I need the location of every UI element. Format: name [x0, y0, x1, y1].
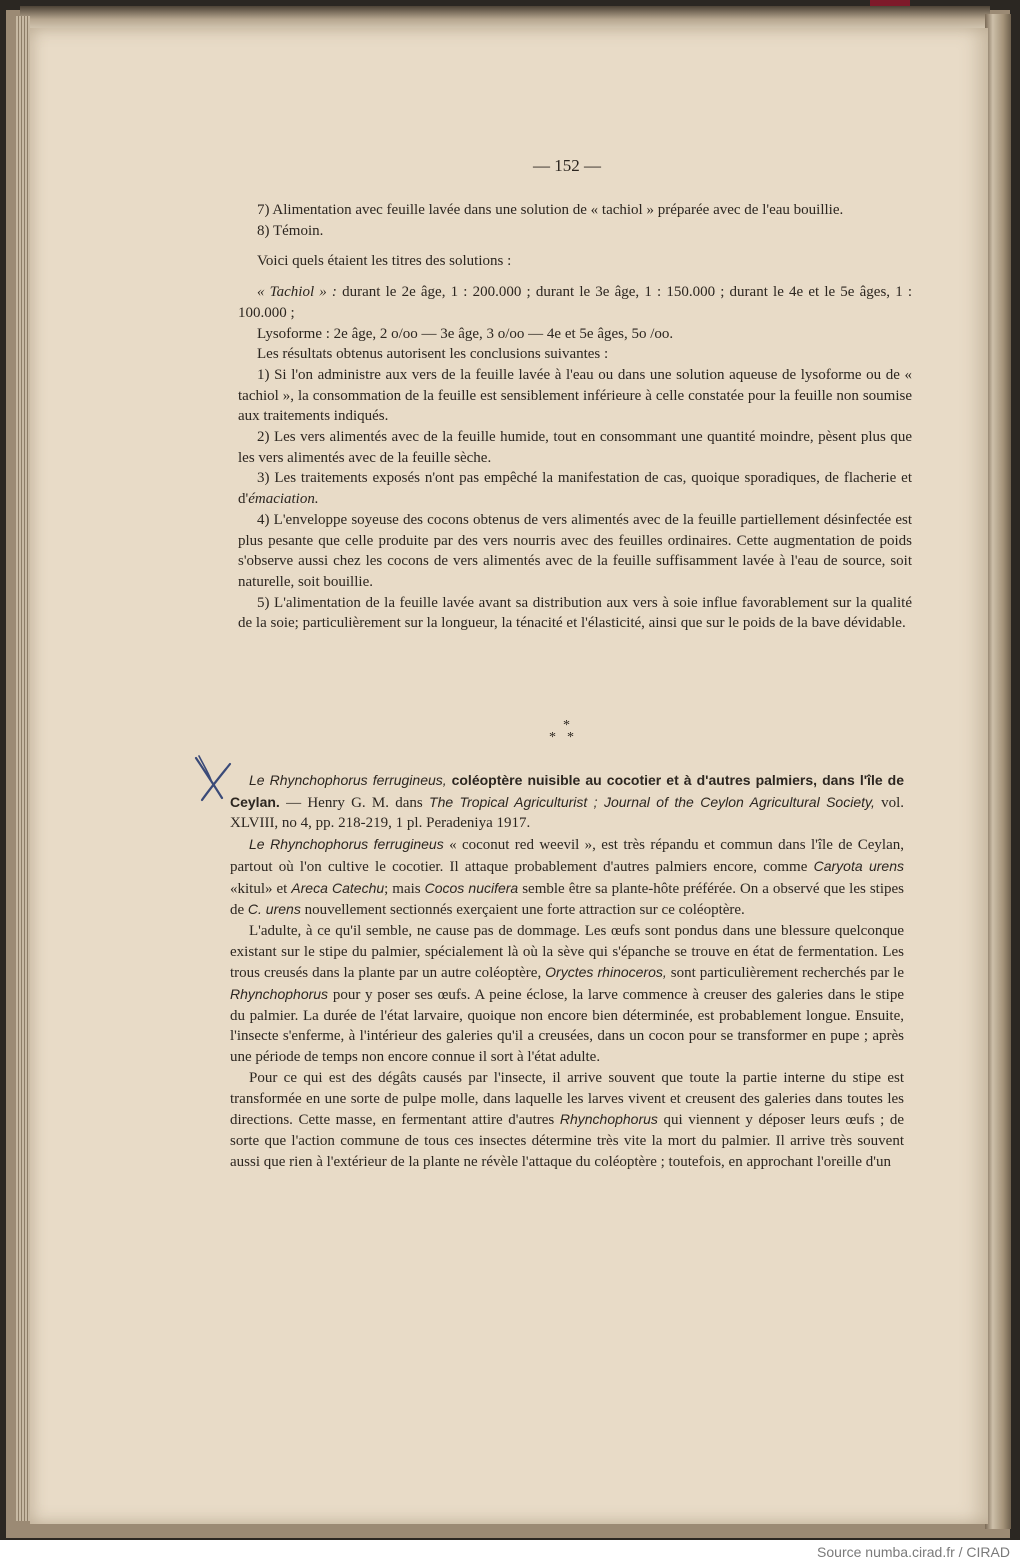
species-name: Rhynchophorus: [559, 1111, 658, 1128]
book-spine-edge: [985, 14, 1011, 1529]
species-name: Le Rhynchophorus ferrugineus: [249, 836, 444, 853]
article-paragraph-1: [230, 834, 904, 921]
conclusion-2: 2) Les vers alimentés avec de la feuille humide, tout en consommant une quantité moindre, pèsent plus que les vers alimentés avec de la feuille sèche.: [238, 429, 912, 466]
article-ref-journal: The Tropical Agriculturist ; Journal of the Ceylon Agricultural Society,: [429, 793, 875, 810]
text-run: Pour ce qui est des dégâts causés par l'insecte, il arrive souvent que toute la partie interne du stipe est transformée en une sorte de pulpe molle, dans laquelle les larves vivent et creusent des galeries dans toutes les directions. Cette masse, en fermentant attire d'autres: [230, 1069, 904, 1129]
tachiol-text: durant le 2e âge, 1 : 200.000 ; durant le 3e âge, 1 : 150.000 ; durant le 4e et le 5e âges, 1 : 100.000 ;: [238, 284, 913, 321]
article-rhynchophorus: [230, 770, 904, 1172]
text-run: ; mais: [384, 880, 421, 897]
titres-intro: Voici quels étaient les titres des solutions :: [257, 253, 512, 270]
article-paragraph-2: [230, 921, 904, 1068]
conclusion-1: 1) Si l'on administre aux vers de la feuille lavée à l'eau ou dans une solution aqueuse de lysoforme ou de « tachiol », la consommation de la feuille est sensiblement inférieure à celle constatée pour la feuille non soumise aux traitements indiqués.: [238, 366, 912, 425]
text-run: qui viennent y déposer leurs œufs ; de sorte que l'action commune de tous ces insectes détermine très vite la mort du palmier. Il arrive très souvent aussi que rien à l'extérieur de la plante ne révèle l'attaque du coléoptère ; toutefois, en approchant l'oreille d'un: [230, 1112, 904, 1170]
conclusion-5: 5) L'alimentation de la feuille lavée avant sa distribution aux vers à soie influe favorablement sur la qualité de la soie; particulièrement sur la longueur, la ténacité et l'élasticité, ainsi que sur le poids de la bave dévidable.: [238, 594, 912, 632]
article-ref-author: — Henry G. M. dans: [286, 794, 423, 811]
resultats-intro: Les résultats obtenus autorisent les conclusions suivantes :: [257, 346, 609, 363]
conclusion-3: [238, 468, 912, 509]
text-run: semble être sa plante-hôte préférée. On a observé que les stipes de: [230, 880, 904, 919]
conclusion-4: 4) L'enveloppe soyeuse des cocons obtenus de vers alimentés avec de la feuille partiellement désinfectée est plus pesante que celle produite par des vers nourris avec des feuilles ordinaires. Cette augmentation de poids s'observe aussi chez les cocons de vers alimentés avec de la feuille suffisamment lavée à l'eau de source, soit naturelle, soit bouillie.: [238, 511, 912, 590]
species-name: Oryctes rhinoceros,: [545, 964, 667, 981]
text-run: sont particulièrement recherchés par le: [670, 965, 904, 982]
page-top-edge: [20, 6, 990, 28]
text-run: pour y poser ses œufs. A peine éclose, la larve commence à creuser des galeries dans le stipe du palmier. La durée de l'état larvaire, quoique non encore bien déterminée, est probablement longue. Ensuite, l'insecte s'enferme, à l'intérieur des galeries qu'il a creusées, dans un cocon pour se transformer en pupe ; après une période de temps non encore connue il sort à l'état adulte.: [230, 987, 905, 1066]
conclusion-3-text: 3) Les traitements exposés n'ont pas empêché la manifestation de cas, quoique sporadiques, de flacherie et d': [238, 470, 912, 508]
text-run: «kitul» et: [230, 880, 288, 897]
article-ref-details: vol. XLVIII, no 4, pp. 218-219, 1 pl. Peradeniya 1917.: [230, 794, 905, 832]
article-heading: [230, 770, 904, 834]
item-7: 7) Alimentation avec feuille lavée dans une solution de « tachiol » préparée avec de l'eau bouillie.: [257, 202, 844, 218]
article-title-bold: coléoptère nuisible au cocotier et à d'autres palmiers, dans l'île de Ceylan.: [230, 772, 905, 810]
species-name: Cocos nucifera: [424, 879, 519, 896]
species-name: C. urens: [247, 901, 301, 918]
section-silkworm-results: [238, 200, 912, 634]
footer-bar: [0, 1540, 1020, 1566]
item-8: 8) Témoin.: [257, 222, 324, 239]
asterism-top: *: [563, 718, 570, 733]
species-name: Rhynchophorus: [230, 986, 329, 1003]
tachiol-label: « Tachiol » :: [257, 284, 337, 301]
article-paragraph-3: [230, 1068, 904, 1173]
text-run: L'adulte, à ce qu'il semble, ne cause pas de dommage. Les œufs sont pondus dans une blessure quelconque existant sur le stipe du palmier, spécialement là où la sève qui s'épanche se trouve en état de fermentation. Les trous creusés dans la plante par un autre coléoptère,: [230, 922, 904, 982]
article-title-italic: Le Rhynchophorus ferrugineus,: [249, 772, 447, 788]
text-run: nouvellement sectionnés exerçaient une forte attraction sur ce coléoptère.: [304, 902, 745, 919]
text-run: « coconut red weevil », est très répandu et commun dans l'île de Ceylan, partout où l'on cultive le cocotier. Il attaque probablement d'autres palmiers encore, comme: [230, 837, 904, 875]
page-stack-edge: [16, 16, 30, 1521]
asterism-bottom: **: [549, 730, 585, 745]
tachiol-titres: [238, 282, 912, 323]
conclusion-3-italic: émaciation.: [248, 491, 319, 508]
asterism: [545, 718, 595, 748]
page-number: — 152 —: [533, 156, 601, 175]
source-credit: Source numba.cirad.fr / CIRAD: [817, 1544, 1010, 1560]
lysoforme-titres: Lysoforme : 2e âge, 2 o/oo — 3e âge, 3 o/oo — 4e et 5e âges, 5o /oo.: [257, 325, 674, 342]
species-name: Areca Catechu: [291, 879, 385, 896]
species-name: Caryota urens: [813, 857, 904, 874]
